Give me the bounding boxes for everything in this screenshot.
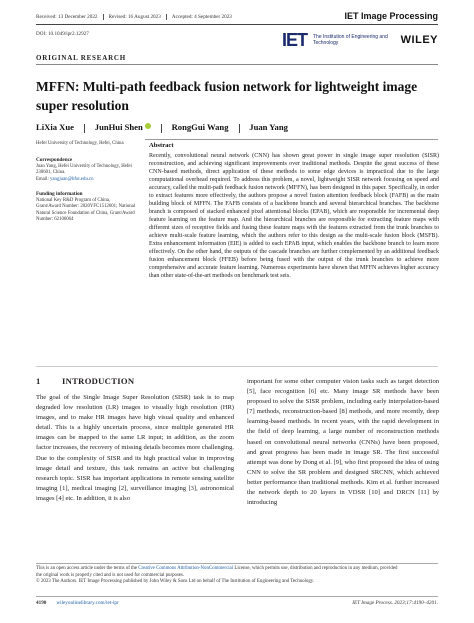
section-heading: INTRODUCTION <box>62 376 135 386</box>
correspondence-line: 230601, China. <box>36 170 66 176</box>
journal-url[interactable]: wileyonlinelibrary.com/iet-ipr <box>56 600 119 606</box>
section-rule <box>36 64 438 65</box>
footer-rule <box>36 596 438 597</box>
license-line: the original work is properly cited and is not used for commercial purposes. <box>36 572 185 578</box>
license-line <box>36 566 438 573</box>
correspondence-block <box>36 164 140 183</box>
doi[interactable]: DOI: 10.1049/ipr2.12927 <box>36 31 89 37</box>
license-notice <box>36 566 438 586</box>
wiley-logo: WILEY <box>400 34 438 46</box>
license-text: This is an open access article under the terms of the <box>36 566 138 571</box>
email-line <box>36 177 140 183</box>
funding-line: Grant/Award Number: 2020YFC1512601; National <box>36 204 136 210</box>
funding-block <box>36 198 142 224</box>
page-number: 4190 <box>36 600 47 606</box>
copyright-line: © 2023 The Authors. IET Image Processing published by John Wiley & Sons Ltd on behalf of The Institution of Engineering and Technology. <box>36 579 315 585</box>
author-name[interactable]: Juan Yang <box>249 122 288 132</box>
funding-line: National Key R&D Program of China, <box>36 198 111 203</box>
author-name[interactable]: JunHui Shen <box>94 122 143 132</box>
funding-heading: Funding information <box>36 191 83 197</box>
license-link[interactable]: Creative Commons Attribution-NonCommercial <box>138 566 234 571</box>
author-list <box>36 122 288 133</box>
license-text: License, which permits use, distribution and reproduction in any medium, provided <box>234 566 398 571</box>
author-name[interactable]: RongGui Wang <box>171 122 229 132</box>
abstract-text: Recently, convolutional neural network (CNN) has shown great power in single image super resolution (SISR) reconstruction, and achieving significant improvements over traditional methods. Despite the great success of these CNN-based methods, direct application of these methods to some edge devices is impractical due to the large computational overhead required. To address this problem, a novel, lightweight SISR network focusing on speed and accuracy, called the multi-path feedback fusion network (MFFN), has been designed in this paper. Specifically, in order to extract features more effectively, the authors propose a novel fusion attention feedback block (FAFB) as the main building block of MFFN. The FAFB consists of a backbone branch and several hierarchical branches. The backbone branch is composed of stacked enhanced pixel attentional blocks (EPAB), which are responsible for incremental deep feature learning on the feature map. And the hierarchical branches are responsible for extracting feature maps with different sizes of receptive fields and fusing these feature maps with the features extracted from the trunk branches to achieve multi-scale feature learning, which the authors refer to this design as the multi-scale fusion block (MSFB). Extra enhancement information (EIE) is added to each EPAB input, which enables the backbone branch to learn more effectively. On the other hand, the outputs of the cascade branches are further complemented by an additional feedback fusion enhancement block (FFEB) before being fused with the output of the trunk branches to achieve more comprehensive and accurate feature learning. Numerous experiments have shown that MFFN achieves higher accuracy than other state-of-the-art methods on benchmark test sets. <box>149 153 439 280</box>
correspondence-heading: Correspondence <box>36 157 73 163</box>
received-date: Received: 13 December 2022 <box>36 14 98 21</box>
funding-line: Number: 62106064 <box>36 217 74 223</box>
article-dates <box>36 14 232 20</box>
footer-left <box>36 600 119 606</box>
intro-text-left: The goal of the Single Image Super Resolution (SISR) task is to map degraded low resolution (LR) images to visually high resolution (HR) images, and to make HR images have high visual quality and enhanced detail. This is a highly uncertain process, since multiple generated HR images can be mapped to the same LR input; in addition, as the zoom factor increases, the recovery of missing details becomes more challenging. Due to the complexity of SISR and its high practical value in improving image detail and texture, this task remains an active but challenging research topic. SISR has important applications in remote sensing satellite imaging [1], medical imaging [2], surveillance imaging [3], astronomical images [4] etc. In addition, it is also <box>36 394 234 502</box>
header-rule <box>36 24 438 25</box>
license-rule <box>36 563 438 564</box>
author-name[interactable]: LiXia Xue <box>36 122 74 132</box>
email-link[interactable]: yangjuan@hfut.edu.cn <box>50 176 94 182</box>
iet-logo-mark: IET <box>282 30 308 50</box>
journal-name: IET Image Processing <box>344 11 438 21</box>
iet-logo <box>282 30 386 52</box>
orcid-icon[interactable] <box>145 123 151 129</box>
section-label: ORIGINAL RESEARCH <box>36 54 127 62</box>
revised-date: Revised: 16 August 2023 <box>108 14 161 21</box>
email-label: Email: <box>36 176 49 182</box>
correspondence-line: Juan Yang, Hefei University of Technology, Hefei <box>36 164 132 169</box>
article-title: MFFN: Multi-path feedback fusion network for lightweight image super resolution <box>36 79 418 113</box>
affiliation: Hefei University of Technology, Hefei, China <box>36 141 124 146</box>
intro-text-right: important for some other computer vision tasks such as target detection [5], face recognition [6] etc. Many image SR methods have been proposed to solve the SISR problem, including early interpolation-based [7] methods, reconstruction-based [8] methods, and more recently, deep learning-based methods. In recent years, with the rapid development in the field of deep learning, a large number of reconstruction methods based on convolutional neural networks (CNNs) have been proposed, and great progress has been made in image SR. The first successful attempt was done by Dong et al. [9], who first proposed the idea of using CNN to solve the SR problem and designed SRCNN, which achieved better performance than traditional methods. Kim et al. further increased the network depth to 20 layers in VDSR [10] and DRCN [11] by introducing <box>247 378 439 507</box>
funding-line: Natural Science Foundation of China, Grant/Award <box>36 210 135 216</box>
accepted-date: Accepted: 4 September 2023 <box>171 14 232 21</box>
abstract-heading: Abstract <box>149 142 174 149</box>
footer-citation: IET Image Process. 2023;17:4190–4201. <box>352 600 438 606</box>
iet-logo-text: The Institution of Engineering and Technology <box>313 34 388 46</box>
body-divider <box>36 366 438 367</box>
section-number: 1 <box>36 376 41 386</box>
